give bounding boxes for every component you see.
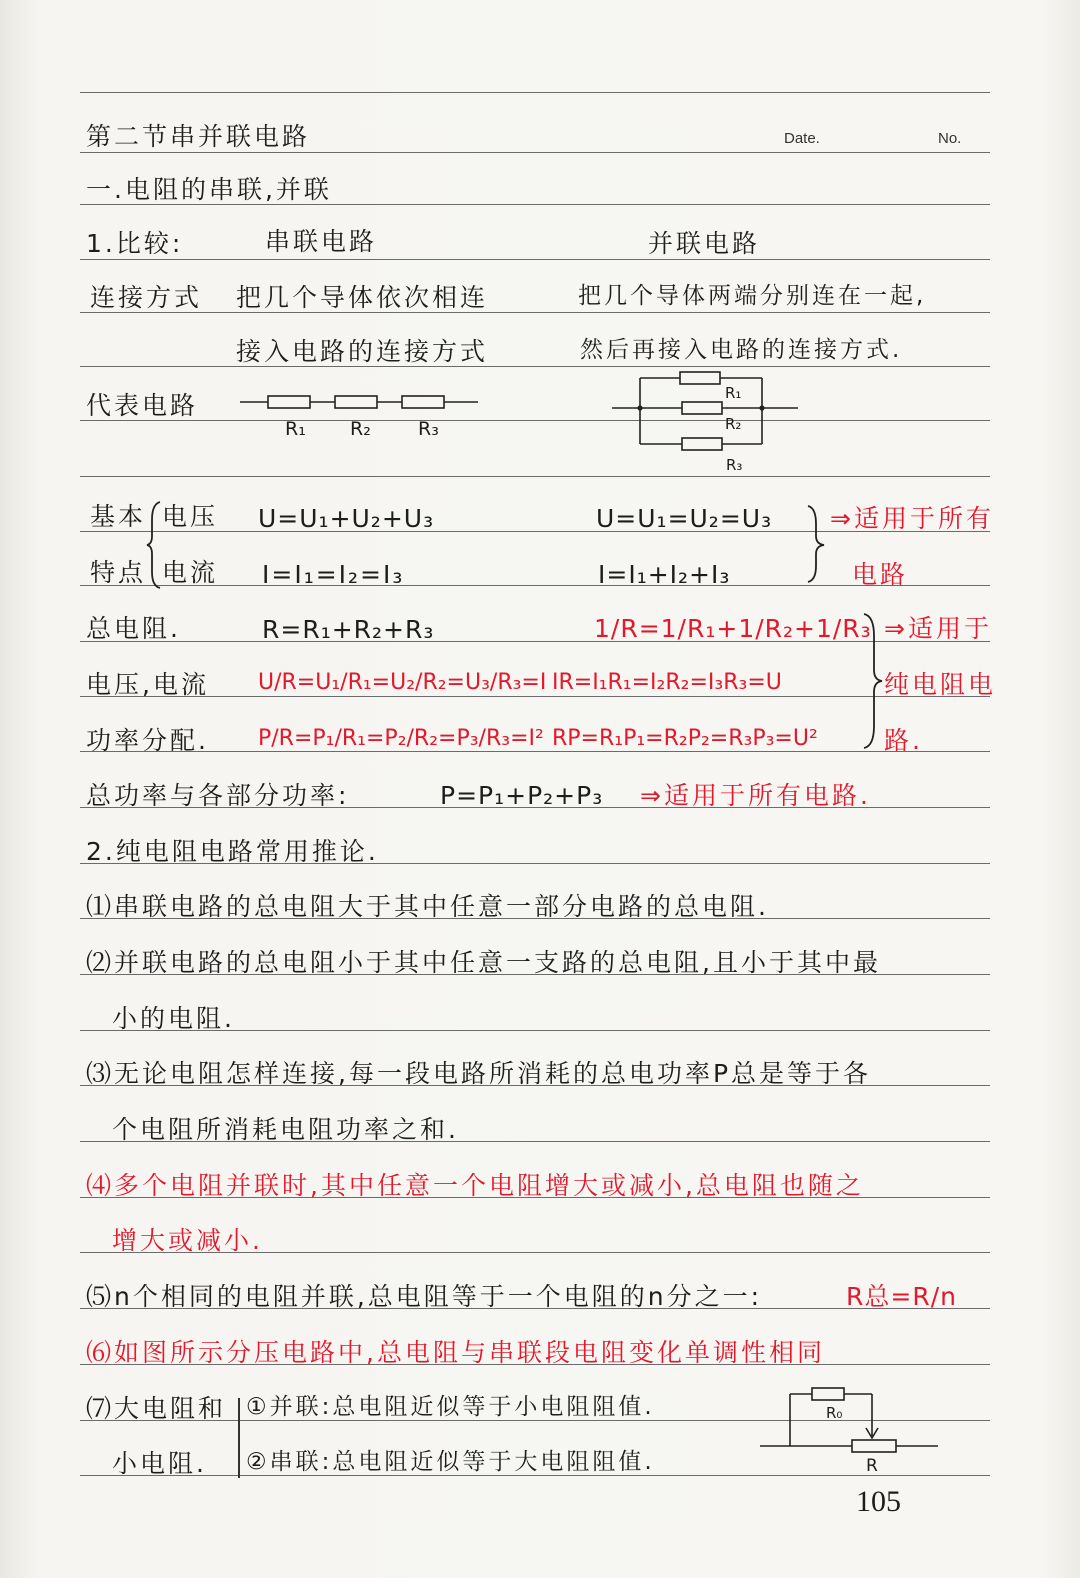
series-connection-text: 把几个导体依次相连 [236, 283, 489, 312]
series-voltage-distribution: U/R=U₁/R₁=U₂/R₂=U₃/R₃=I [258, 670, 547, 695]
parallel-resistance-formula: 1/R=1/R₁+1/R₂+1/R₃ [594, 614, 872, 643]
rule-line [80, 204, 990, 205]
series-case-text: ②串联:总电阻近似等于大电阻阻值. [246, 1449, 655, 1475]
page-number: 105 [856, 1485, 901, 1518]
parallel-case-text: ①并联:总电阻近似等于小电阻阻值. [246, 1394, 655, 1420]
inference-item-2: ⑵并联电路的总电阻小于其中任意一支路的总电阻,且小于其中最 [86, 948, 881, 977]
parallel-current-formula: I=I₁+I₂+I₃ [598, 560, 731, 589]
parallel-power-distribution: RP=R₁P₁=R₂P₂=R₃P₃=U² [552, 726, 818, 751]
applies-pure-resistance-note-2: 纯电阻电 [884, 670, 997, 699]
parallel-voltage-formula: U=U₁=U₂=U₃ [596, 504, 773, 533]
divider-circuit-diagram [760, 1382, 950, 1472]
series-connection-text-2: 接入电路的连接方式 [236, 337, 489, 366]
date-label: Date. [784, 130, 820, 147]
applies-pure-resistance-note-3: 路. [884, 726, 923, 755]
parallel-r2-label: R₂ [725, 415, 742, 433]
inference-item-5: ⑸n个相同的电阻并联,总电阻等于一个电阻的n分之一: [86, 1282, 763, 1311]
compare-label: 1.比较: [86, 229, 184, 258]
distribution-label-2: 功率分配. [86, 726, 209, 755]
series-r3-label: R₃ [418, 418, 439, 440]
circuit-label: 代表电路 [86, 391, 199, 420]
bracket-line [238, 1398, 240, 1478]
total-resistance-label: 总电阻. [86, 614, 181, 643]
total-power-formula: P=P₁+P₂+P₃ [440, 781, 604, 810]
r-label: R [866, 1456, 878, 1476]
basic-label-top: 基本 [90, 502, 147, 531]
rule-line [80, 312, 990, 313]
inference-item-7-label: ⑺大电阻和 [86, 1394, 227, 1423]
total-power-note: ⇒适用于所有电路. [640, 781, 871, 810]
rule-line [80, 696, 990, 697]
series-voltage-formula: U=U₁+U₂+U₃ [258, 504, 435, 533]
inference-item-3: ⑶无论电阻怎样连接,每一段电路所消耗的总电功率P总是等于各 [86, 1059, 872, 1088]
parallel-connection-text: 把几个导体两端分别连在一起, [578, 283, 927, 309]
current-label: 电流 [162, 558, 219, 587]
rule-line [80, 366, 990, 367]
rule-line [80, 1475, 990, 1476]
series-r1-label: R₁ [285, 418, 306, 440]
parallel-connection-text-2: 然后再接入电路的连接方式. [580, 337, 903, 363]
series-resistance-formula: R=R₁+R₂+R₃ [262, 615, 435, 644]
equal-parallel-formula: R总=R/n [846, 1282, 957, 1311]
inference-item-4: ⑷多个电阻并联时,其中任意一个电阻增大或减小,总电阻也随之 [86, 1171, 864, 1200]
inference-heading: 2.纯电阻电路常用推论. [86, 837, 379, 866]
inference-item-4-cont: 增大或减小. [112, 1226, 263, 1255]
series-current-formula: I=I₁=I₂=I₃ [262, 560, 405, 589]
connection-label: 连接方式 [90, 283, 203, 312]
parallel-r1-label: R₁ [725, 384, 742, 402]
inference-item-3-cont: 个电阻所消耗电阻功率之和. [112, 1115, 459, 1144]
applies-all-note-2: 电路 [852, 560, 909, 589]
page-title: 第二节串并联电路 [86, 122, 311, 151]
inference-item-7-label-2: 小电阻. [112, 1449, 207, 1478]
rule-line [80, 92, 990, 93]
section-heading: 一.电阻的串联,并联 [86, 175, 332, 204]
right-brace-icon [862, 612, 884, 750]
basic-label-bottom: 特点 [90, 558, 147, 587]
brace-icon [146, 500, 162, 590]
parallel-voltage-distribution: IR=I₁R₁=I₂R₂=I₃R₃=U [552, 670, 782, 695]
rule-line [80, 259, 990, 260]
parallel-circuit-diagram [612, 368, 802, 458]
voltage-label: 电压 [162, 502, 219, 531]
inference-item-1: ⑴串联电路的总电阻大于其中任意一部分电路的总电阻. [86, 892, 769, 921]
rule-line [80, 420, 990, 421]
series-column-heading: 串联电路 [265, 227, 378, 256]
rule-line [80, 152, 990, 153]
r0-label: R₀ [826, 1404, 843, 1422]
right-brace-icon [806, 504, 828, 584]
series-r2-label: R₂ [350, 418, 371, 440]
inference-item-6: ⑹如图所示分压电路中,总电阻与串联段电阻变化单调性相同 [86, 1338, 825, 1367]
total-power-label: 总功率与各部分功率: [86, 781, 350, 810]
parallel-column-heading: 并联电路 [648, 229, 761, 258]
applies-all-note: ⇒适用于所有 [830, 504, 994, 533]
series-power-distribution: P/R=P₁/R₁=P₂/R₂=P₃/R₃=I² [258, 726, 544, 751]
rule-line [80, 476, 990, 477]
distribution-label-1: 电压,电流 [86, 670, 209, 699]
inference-item-2-cont: 小的电阻. [112, 1004, 235, 1033]
rule-line [80, 751, 990, 752]
applies-pure-resistance-note: ⇒适用于 [884, 614, 992, 643]
parallel-r3-label: R₃ [726, 456, 743, 474]
number-label: No. [938, 130, 962, 147]
